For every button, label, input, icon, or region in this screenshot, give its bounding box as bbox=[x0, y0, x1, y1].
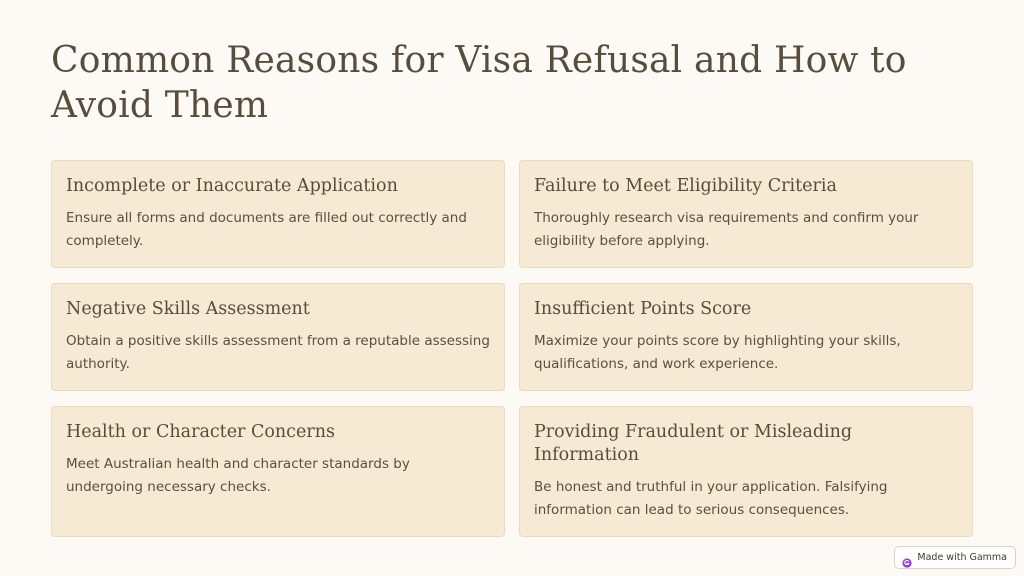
reason-card-eligibility-criteria bbox=[519, 160, 973, 268]
page-title: Common Reasons for Visa Refusal and How to Avoid Them bbox=[51, 40, 907, 126]
card-text: Be honest and truthful in your application. Falsifying information can lead to serious consequences. bbox=[534, 479, 888, 518]
card-text: Maximize your points score by highlighting your skills, qualifications, and work experience. bbox=[534, 333, 901, 372]
gamma-logo-icon bbox=[902, 553, 912, 563]
card-title: Failure to Meet Eligibility Criteria bbox=[534, 176, 837, 196]
reason-card-incomplete-application bbox=[51, 160, 505, 268]
reason-card-points-score bbox=[519, 283, 973, 391]
card-title: Insufficient Points Score bbox=[534, 299, 752, 319]
reason-card-skills-assessment bbox=[51, 283, 505, 391]
card-title: Incomplete or Inaccurate Application bbox=[66, 176, 398, 196]
reason-card-health-character bbox=[51, 406, 505, 537]
card-text: Thoroughly research visa requirements and confirm your eligibility before applying. bbox=[534, 210, 919, 249]
card-title: Negative Skills Assessment bbox=[66, 299, 310, 319]
card-text: Ensure all forms and documents are filled out correctly and completely. bbox=[66, 210, 467, 249]
badge-label: Made with Gamma bbox=[917, 552, 1007, 563]
reasons-grid bbox=[51, 160, 973, 537]
made-with-gamma-badge[interactable] bbox=[894, 546, 1016, 569]
card-text: Obtain a positive skills assessment from a reputable assessing authority. bbox=[66, 333, 490, 372]
reason-card-fraudulent-information bbox=[519, 406, 973, 537]
card-title: Providing Fraudulent or Misleading Information bbox=[534, 422, 853, 465]
card-title: Health or Character Concerns bbox=[66, 422, 335, 442]
card-text: Meet Australian health and character standards by undergoing necessary checks. bbox=[66, 456, 410, 495]
